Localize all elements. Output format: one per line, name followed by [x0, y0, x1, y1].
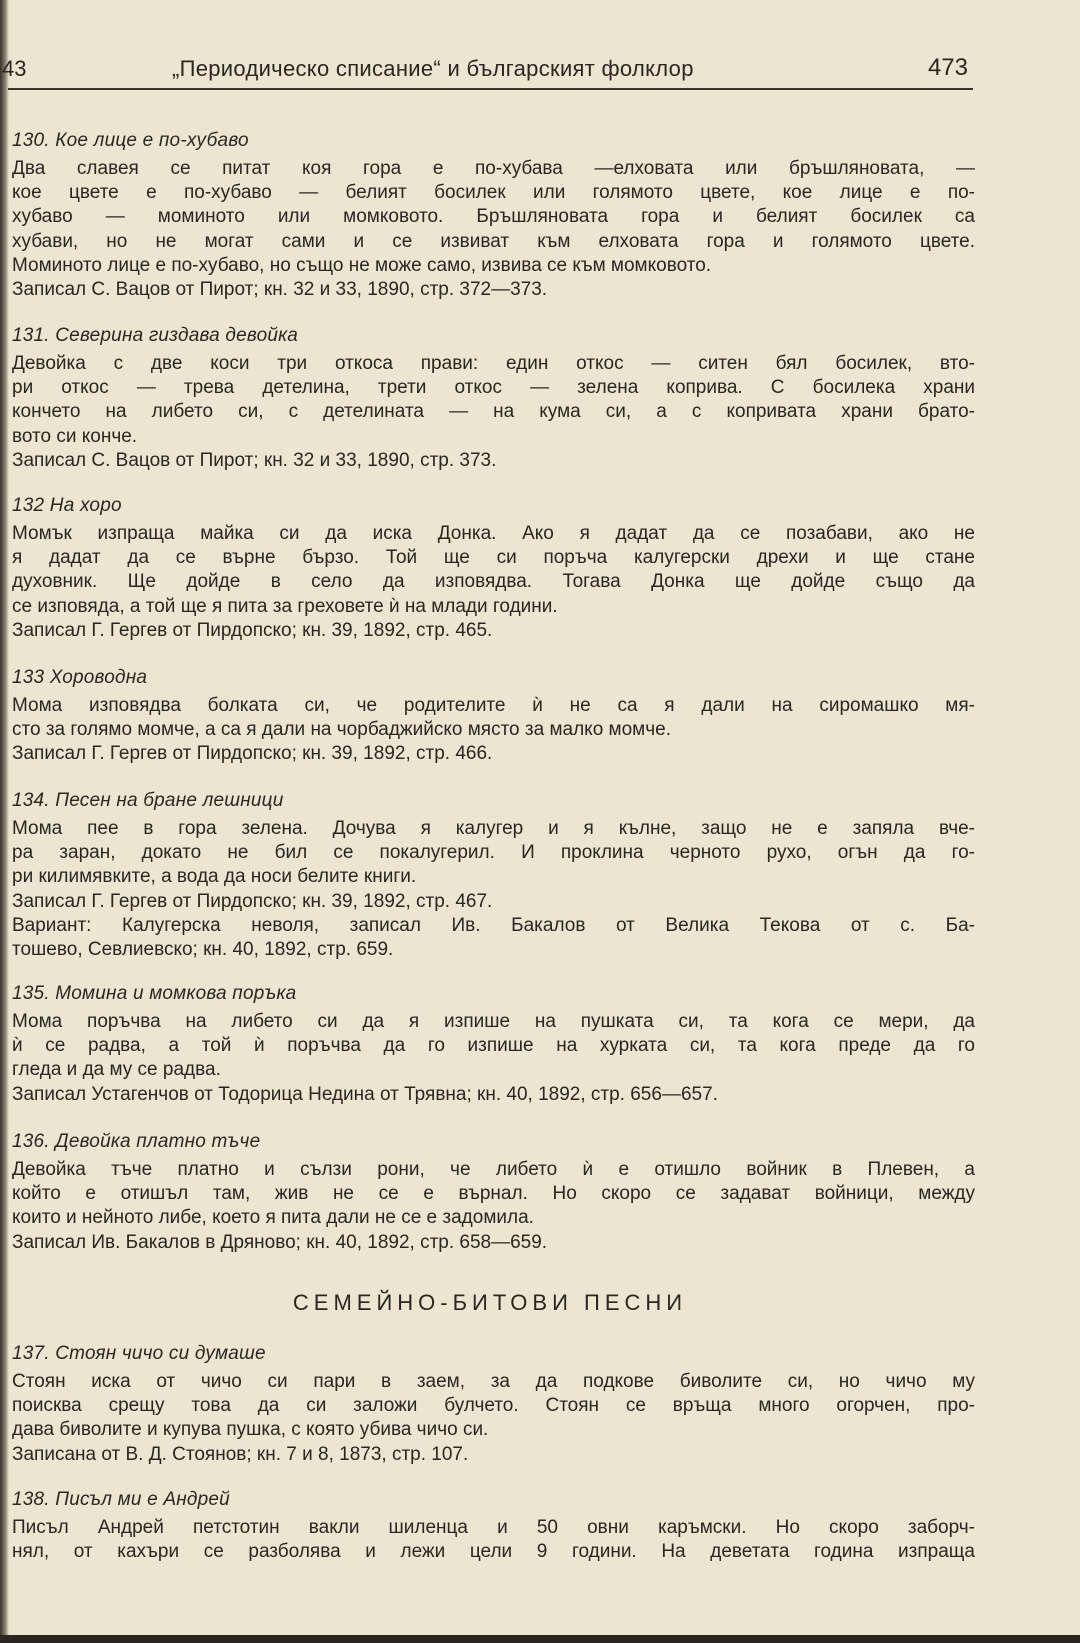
citation-line: Вариант: Калугерска неволя, записал Ив. Бакалов от Велика Текова от с. Ба-: [12, 914, 975, 936]
body-line: кончето на либето си, с детелината — на кума си, а с копривата храни брато-: [12, 401, 975, 423]
body-line: духовник. Ще дойде в село да изповядва. Тогава Донка ще дойде също да: [12, 571, 975, 593]
body-line: нял, от кахъри се разболява и лежи цели 9 години. На деветата година изпраща: [12, 1541, 975, 1563]
song-entry: [12, 127, 975, 302]
body-line: Момък изпраща майка си да иска Донка. Ако я дадат да се позабави, ако не: [12, 523, 975, 544]
body-line: Стоян иска от чичо си пари в заем, за да подкове биволите си, но чичо му: [12, 1371, 975, 1392]
body-line: дава биволите и купува пушка, с която убива чичо си.: [12, 1419, 489, 1441]
body-line: вото си конче.: [12, 425, 138, 447]
citation-line: Записал С. Вацов от Пирот; кн. 32 и 33, 1890, стр. 373.: [12, 449, 497, 471]
running-header: [0, 52, 980, 88]
song-entry: [12, 1128, 975, 1255]
body-line: хубаво — моминото или момковото. Бръшляновата гора и белият босилек са: [12, 206, 975, 228]
body-line: Писъл Андрей петстотин вакли шиленца и 50 овни каръмски. Но скоро заборч-: [12, 1517, 975, 1538]
citation-line: Записал Г. Гергев от Пирдопско; кн. 39, 1892, стр. 466.: [12, 743, 493, 765]
body-line: Девойка тъче платно и сълзи рони, че либето ѝ е отишло войник в Плевен, а: [12, 1159, 975, 1180]
entry-heading: 133 Хороводна: [12, 667, 148, 688]
body-line: гледа и да му се радва.: [12, 1059, 221, 1081]
song-entry: [12, 1486, 975, 1564]
body-line: поисква срещу това да си заложи булчето. Стоян се връща много огорчен, про-: [12, 1395, 975, 1417]
body-line: Мома изповядва болката си, че родителите ѝ не са я дали на сиромашко мя-: [12, 695, 975, 716]
page-number: 473: [927, 54, 968, 81]
citation-line: Записал Г. Гергев от Пирдопско; кн. 39, 1892, стр. 465.: [12, 619, 493, 641]
entry-heading: 137. Стоян чичо си думаше: [12, 1343, 266, 1364]
section-title: СЕМЕЙНО-БИТОВИ ПЕСНИ: [292, 1290, 688, 1315]
song-entry: [12, 1340, 975, 1467]
body-line: които и нейното либе, което я пита дали не се е задомила.: [12, 1207, 534, 1229]
entry-heading: 134. Песен на бране лешници: [12, 790, 284, 811]
citation-line: Записал Ив. Бакалов в Дряново; кн. 40, 1892, стр. 658—659.: [12, 1231, 548, 1253]
song-entry: [12, 664, 975, 767]
page-bottom-edge: [0, 1635, 1080, 1643]
body-line: кое цвете е по-хубаво — белият босилек или голямото цвете, кое лице е по-: [12, 182, 975, 204]
body-line: ри килимявките, а вода да носи белите книги.: [12, 866, 417, 888]
adjacent-page-number: 43: [2, 56, 27, 81]
entry-heading: 130. Кое лице е по-хубаво: [12, 130, 249, 151]
header-rule: [8, 88, 973, 90]
book-binding-shadow: [0, 0, 9, 1643]
running-title: „Периодическо списание“ и българският фолклор: [172, 56, 694, 81]
body-line: Мома пее в гора зелена. Дочува я калугер и я кълне, защо не е запяла вче-: [12, 818, 975, 839]
body-line: ра заран, докато не бил се покалугерил. И проклина черното рухо, огън да го-: [12, 842, 975, 864]
song-entry: [12, 322, 975, 473]
entry-heading: 136. Девойка платно тъче: [12, 1131, 261, 1152]
body-line: ѝ се радва, а той ѝ поръчва да го изпише на хурката си, та кога преде да го: [12, 1035, 975, 1057]
body-line: Мома поръчва на либето си да я изпише на пушката си, та кога се мери, да: [12, 1011, 975, 1032]
entry-heading: 138. Писъл ми е Андрей: [12, 1489, 230, 1510]
citation-line: тошево, Севлиевско; кн. 40, 1892, стр. 659.: [12, 938, 394, 960]
body-line: Моминото лице е по-хубаво, но също не може само, извива се към момковото.: [12, 254, 712, 276]
entry-heading: 131. Северина гиздава девойка: [12, 325, 299, 346]
body-line: ри откос — трева детелина, трети откос — зелена коприва. С босилека храни: [12, 377, 975, 399]
body-line: Два славея се питат коя гора е по-хубава —елховата или бръшляновата, —: [12, 158, 975, 179]
song-entry: [12, 980, 975, 1107]
citation-line: Записал Устагенчов от Тодорица Недина от Трявна; кн. 40, 1892, стр. 656—657.: [12, 1083, 718, 1105]
body-line: Девойка с две коси три откоса прави: един откос — ситен бял босилек, вто-: [12, 353, 975, 374]
citation-line: Записал Г. Гергев от Пирдопско; кн. 39, 1892, стр. 467.: [12, 890, 493, 912]
song-entry: [12, 492, 975, 643]
body-line: я дадат да се върне бързо. Той ще си поръча калугерски дрехи и ще стане: [12, 547, 975, 569]
body-line: който е отишъл там, жив не се е върнал. Но скоро се задават войници, между: [12, 1183, 975, 1205]
entry-heading: 132 На хоро: [12, 495, 122, 516]
song-entry: [12, 787, 975, 962]
body-line: се изповяда, а той ще я пита за греховете ѝ на млади години.: [12, 595, 558, 617]
body-line: сто за голямо момче, а са я дали на чорбаджийско място за малко момче.: [12, 719, 671, 741]
citation-line: Записана от В. Д. Стоянов; кн. 7 и 8, 1873, стр. 107.: [12, 1443, 469, 1465]
entry-heading: 135. Момина и момкова поръка: [12, 983, 297, 1004]
body-line: хубави, но не могат сами и се извиват към елховата гора и голямото цвете.: [12, 230, 975, 252]
citation-line: Записал С. Вацов от Пирот; кн. 32 и 33, 1890, стр. 372—373.: [12, 278, 548, 300]
